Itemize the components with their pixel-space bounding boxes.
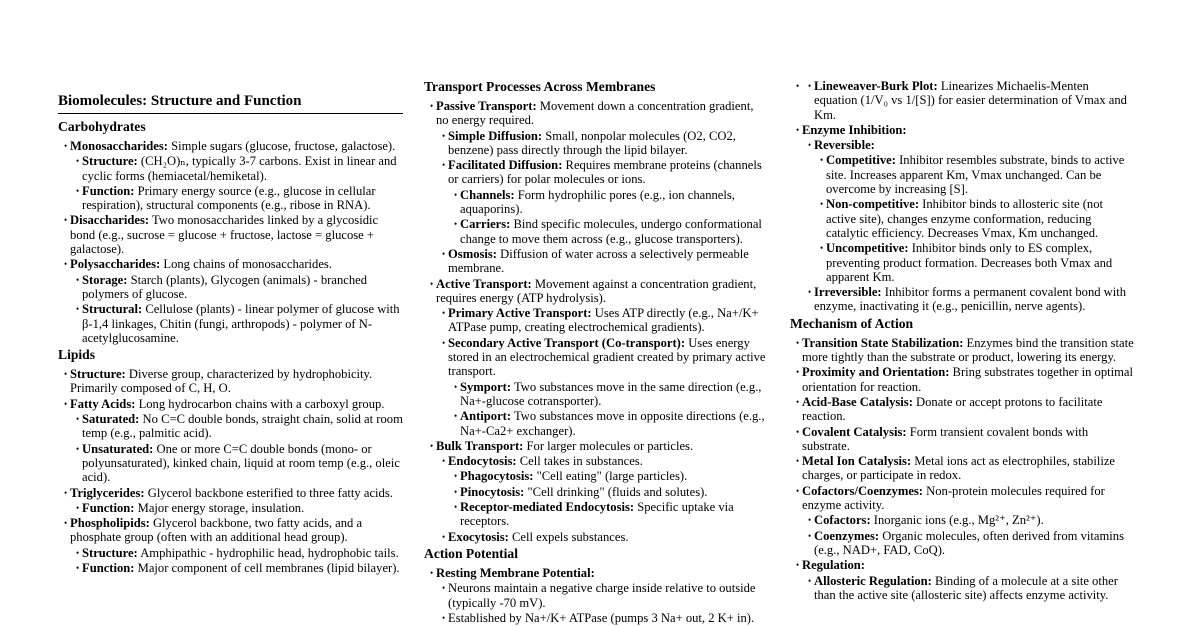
list-item-triglycerides [70,486,403,516]
section-heading-mechanism: Mechanism of Action [790,315,914,331]
term-text: Uses energy stored in an electrochemical gradient created by primary active transport. [448,335,766,379]
list-item-structural [82,302,403,345]
list-item: • Neurons maintain a negative charge inside relative to outside (typically -70 mV). [448,581,769,610]
term-label: Regulation: [802,558,865,573]
term-text: Diffusion of water across a selectively permeable membrane. [448,246,749,276]
action-potential-list [424,566,769,625]
list-item-saturated [82,412,403,441]
term-label: Enzyme Inhibition: [802,122,907,137]
term-text: Movement against a concentration gradient, requires energy (ATP hydrolysis). [436,276,757,305]
term-label: Allosteric Regulation: [814,573,932,588]
term-text: No C=C double bonds, straight chain, solid at room temp (e.g., palmitic acid). [82,412,403,441]
list-item-osmosis [448,247,769,276]
sublist [802,79,1135,122]
term-label: Competitive: [826,153,896,168]
list-item-simple-diffusion [448,129,769,158]
term-text: Form hydrophilic pores (e.g., ion channels, aquaporins). [460,187,735,217]
list-item-function [82,501,403,515]
term-label: Covalent Catalysis: [802,424,907,439]
list-item-competitive [826,153,1135,196]
list-item-pinocytosis [460,485,769,499]
term-text: Cell takes in substances. [516,454,643,469]
term-text: Bring substrates together in optimal orientation for reaction. [802,365,1134,394]
list-item-endocytosis [448,454,769,528]
term-text: Linearizes Michaelis-Menten equation (1/V₀ vs 1/[S]) for easier determination of Vmax and Km. [814,79,1127,122]
sublist [448,469,769,528]
list-item-resting-potential [436,566,769,625]
list-item-covalent [802,425,1135,454]
term-text: (CH₂O)ₙ, typically 3-7 carbons. Exist in linear and cyclic forms (hemiacetal/hemiketal). [82,154,397,183]
term-label: Coenzymes: [814,528,880,543]
term-text: Movement down a concentration gradient, no energy required. [436,99,754,128]
list-item-lineweaver-burk [814,79,1135,122]
term-label: Structural: [82,302,143,317]
term-label: Function: [82,561,135,576]
term-text: Bind specific molecules, undergo conformational change to move them across (e.g., glucose transporters). [460,217,762,246]
list-item-passive-transport [436,99,769,276]
list-item-phagocytosis [460,469,769,483]
term-label: Receptor-mediated Endocytosis: [460,500,635,515]
list-item-reversible [814,138,1135,284]
term-text: Inhibitor forms a permanent covalent bond with enzyme, inactivating it (e.g., penicillin, nerve agents). [814,285,1127,314]
list-item-cofactors [814,513,1135,527]
term-text: Amphipathic - hydrophilic head, hydrophobic tails. [137,545,399,560]
sublist [436,454,769,544]
list-item-exocytosis [448,530,769,544]
term-text: Specific uptake via receptors. [460,500,734,529]
term-text: Glycerol backbone, two fatty acids, and a phosphate group (often with an additional head group). [70,516,363,545]
term-label: Bulk Transport: [436,438,524,453]
list-item-unsaturated [82,442,403,485]
term-label: Channels: [460,187,515,202]
sublist [814,153,1135,284]
column-enzymes [790,79,1135,603]
term-text: Simple sugars (glucose, fructose, galactose). [167,139,396,153]
list-item-fatty-acids [70,397,403,485]
sublist [448,380,769,438]
term-text: Inhibitor binds to allosteric site (not active site), changes enzyme conformation, reducing catalytic efficiency. Decreases Vmax, Km unchanged. [826,197,1104,240]
list-item-storage [82,273,403,302]
sublist [70,273,403,345]
term-text: Binding of a molecule at a site other than the active site (allosteric site) affects enzyme activity. [814,573,1118,602]
list-item-active-transport [436,277,769,438]
term-label: Structure: [70,367,126,382]
term-label: Unsaturated: [82,441,154,456]
sublist [70,546,403,576]
term-label: Lineweaver-Burk Plot: [814,79,938,93]
list-item-symport [460,380,769,409]
list-item-structure [82,546,403,560]
column-transport [424,77,769,626]
term-text: Long hydrocarbon chains with a carboxyl group. [135,396,385,411]
term-text: Cell expels substances. [508,529,629,544]
term-label: Storage: [82,272,128,287]
list-item-disaccharides [70,213,403,256]
list-item-bulk-transport [436,439,769,544]
section-heading-action-potential: Action Potential [424,545,519,561]
term-text: Diverse group, characterized by hydrophobicity. Primarily composed of C, H, O. [70,367,373,396]
list-item-regulation [802,558,1135,602]
sublist [448,188,769,246]
term-label: Facilitated Diffusion: [448,158,563,173]
list-item-proximity [802,365,1135,394]
term-label: Uncompetitive: [826,241,909,256]
term-label: Simple Diffusion: [448,128,543,143]
list-item-uncompetitive [826,241,1135,284]
list-item-function [82,184,403,213]
term-label: Carriers: [460,217,511,232]
list-item-monosaccharides [70,139,403,212]
term-text: Organic molecules, often derived from vitamins (e.g., NAD+, FAD, CoQ). [814,528,1124,557]
term-text: Two substances move in opposite directions (e.g., Na+-Ca2+ exchanger). [460,409,765,438]
list-item-secondary-active [448,336,769,438]
list-item-acid-base [802,395,1135,424]
document-title: Biomolecules: Structure and Function [58,92,403,114]
sublist [802,574,1135,603]
term-label: Passive Transport: [436,99,537,113]
term-text: Metal ions act as electrophiles, stabilize charges, or participate in redox. [802,454,1116,483]
column-biomolecules [58,92,403,576]
term-label: Osmosis: [448,246,497,261]
term-text: Non-protein molecules required for enzyme activity. [802,483,1105,513]
term-label: Reversible: [814,138,875,153]
term-text: "Cell drinking" (fluids and solutes). [524,484,708,499]
term-label: Function: [82,500,135,515]
list-item-continued [802,79,1135,122]
carbohydrates-list [58,139,403,345]
term-text: For larger molecules or particles. [523,438,694,453]
term-label: Cofactors/Coenzymes: [802,483,923,498]
sublist [436,306,769,438]
term-label: Secondary Active Transport (Co-transport): [448,335,686,350]
mechanism-list [790,336,1135,602]
term-label: Symport: [460,379,512,394]
list-item-coenzymes [814,529,1135,558]
term-label: Structure: [82,154,138,169]
lipids-list [58,367,403,575]
list-item-primary-active [448,306,769,335]
term-text: Starch (plants), Glycogen (animals) - branched polymers of glucose. [82,272,368,301]
term-text: Uses ATP directly (e.g., Na+/K+ ATPase pump, creating electrochemical gradients). [448,306,759,335]
section-heading-carbohydrates: Carbohydrates [58,119,146,134]
list-item-carriers [460,217,769,246]
list-item-metal-ion [802,454,1135,483]
term-text: Donate or accept protons to facilitate reaction. [802,394,1103,424]
list-item-channels [460,188,769,217]
list-item-function [82,561,403,575]
list-item-polysaccharides [70,257,403,345]
term-label: Proximity and Orientation: [802,365,950,380]
term-text: Inhibitor resembles substrate, binds to active site. Increases apparent Km, Vmax unchanged. Can be overcome by increasing [S]. [826,153,1125,197]
list-item: • Established by Na+/K+ ATPase (pumps 3 Na+ out, 2 K+ in). [448,611,769,625]
sublist [802,513,1135,557]
term-text: Major energy storage, insulation. [134,500,305,515]
list-item-antiport [460,409,769,438]
list-item-receptor-mediated [460,500,769,529]
list-item-irreversible [814,285,1135,314]
term-text: Two substances move in the same direction (e.g., Na+-glucose cotransporter). [460,379,762,408]
term-label: Disaccharides: [70,213,150,228]
term-label: Phospholipids: [70,516,150,531]
list-item-cofactors-coenzymes [802,484,1135,557]
list-item-structure [82,154,403,183]
sublist [436,581,769,625]
term-label: Transition State Stabilization: [802,335,964,350]
transport-list [424,99,769,544]
term-text: Long chains of monosaccharides. [160,257,332,272]
term-label: Endocytosis: [448,454,517,469]
list-item-enzyme-inhibition [802,123,1135,314]
term-label: Pinocytosis: [460,484,525,499]
list-item-noncompetitive [826,197,1135,240]
term-label: Function: [82,183,135,198]
sublist [70,154,403,212]
term-label: Non-competitive: [826,197,920,212]
sublist [802,138,1135,314]
list-item-facilitated-diffusion [448,158,769,246]
term-text: Primary energy source (e.g., glucose in cellular respiration), structural components (e.g., ribose in RNA). [82,183,376,213]
term-label: Saturated: [82,412,140,427]
sublist [70,501,403,515]
term-text: Requires membrane proteins (channels or carriers) for polar molecules or ions. [448,158,762,187]
term-label: Structure: [82,545,138,560]
term-text: Cellulose (plants) - linear polymer of glucose with β-1,4 linkages, Chitin (fungi, arthropods) - polymer of N-acetylglucosamine. [82,302,400,345]
term-text: Enzymes bind the transition state more tightly than the substrate or product, lowering its energy. [802,335,1134,365]
term-label: Cofactors: [814,513,871,528]
term-text: Form transient covalent bonds with substrate. [802,424,1089,453]
term-label: Irreversible: [814,285,882,300]
term-label: Active Transport: [436,276,532,291]
term-text: Inhibitor binds only to ES complex, preventing product formation. Decreases both Vmax and apparent Km. [826,241,1113,284]
list-item-allosteric [814,574,1135,603]
term-text: Major component of cell membranes (lipid bilayer). [134,561,400,576]
term-text: "Cell eating" (large particles). [533,469,688,484]
term-text: Small, nonpolar molecules (O2, CO2, benzene) pass directly through the lipid bilayer. [448,128,736,157]
section-heading-lipids: Lipids [58,347,96,363]
term-label: Fatty Acids: [70,396,136,411]
term-label: Monosaccharides: [70,139,168,153]
term-label: Triglycerides: [70,485,145,500]
enzyme-list [790,79,1135,314]
term-text: Glycerol backbone esterified to three fatty acids. [144,485,393,500]
list-item-lipid-structure [70,367,403,396]
term-label: Resting Membrane Potential: [436,565,595,580]
term-label: Polysaccharides: [70,257,161,272]
sublist [70,412,403,484]
term-label: Phagocytosis: [460,469,534,484]
term-label: Primary Active Transport: [448,306,592,321]
term-text: Inorganic ions (e.g., Mg²⁺, Zn²⁺). [870,513,1044,528]
term-text: Two monosaccharides linked by a glycosidic bond (e.g., sucrose = glucose + fructose, lactose = glucose + galactose). [70,213,379,257]
term-text: One or more C=C double bonds (mono- or polyunsaturated), kinked chain, liquid at room temp (e.g., oleic acid). [82,441,400,485]
term-label: Antiport: [460,409,512,424]
section-heading-transport: Transport Processes Across Membranes [424,79,656,94]
sublist [436,129,769,276]
term-label: Metal Ion Catalysis: [802,454,912,469]
term-label: Acid-Base Catalysis: [802,394,913,409]
list-item-phospholipids [70,516,403,575]
list-item-transition-state [802,336,1135,365]
term-label: Exocytosis: [448,529,509,544]
